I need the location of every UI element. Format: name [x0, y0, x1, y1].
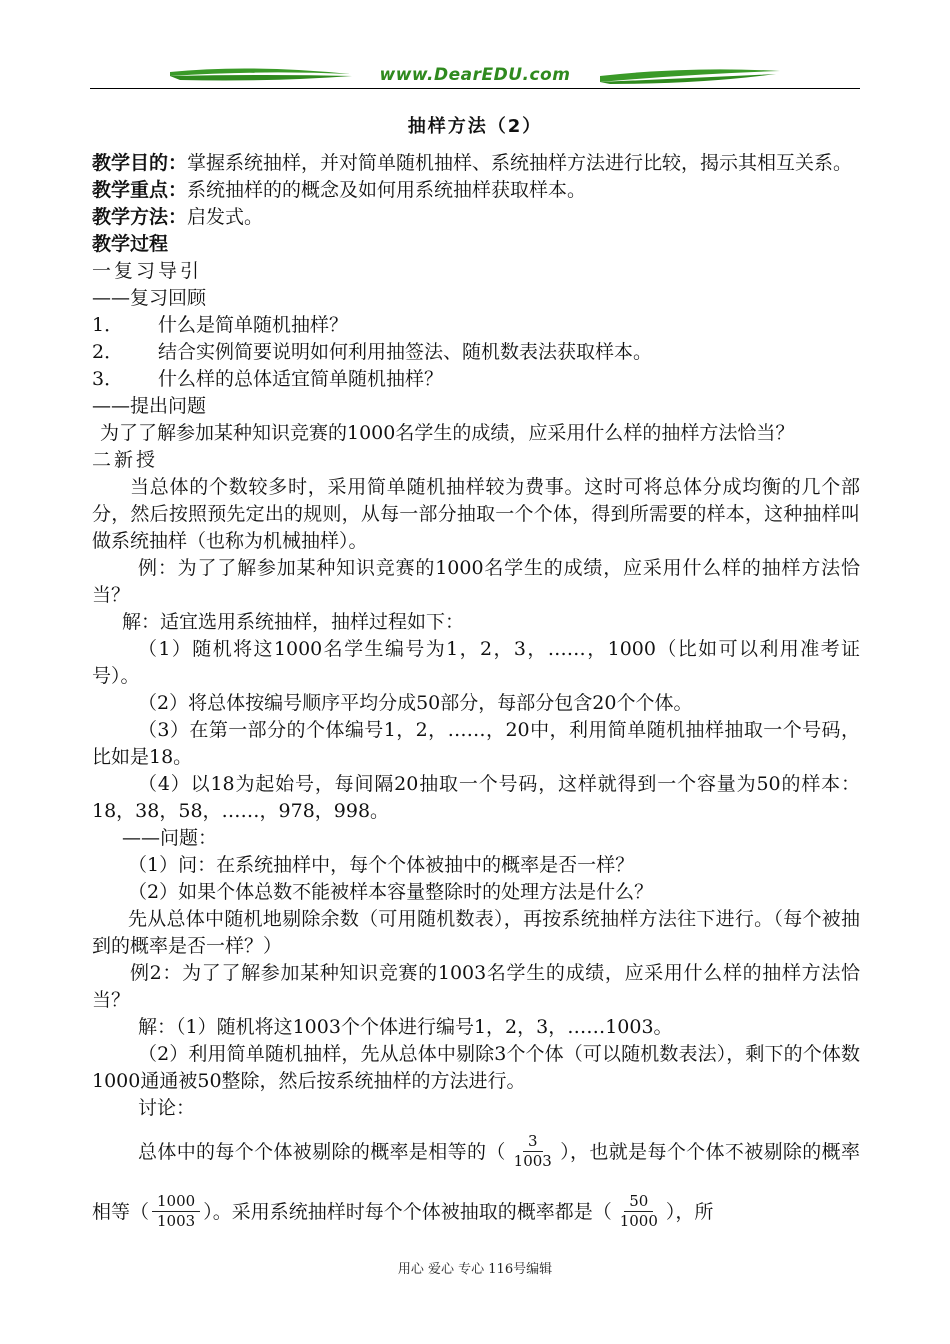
answer-paragraph: 先从总体中随机地剔除余数（可用随机数表），再按系统抽样方法往下进行。（每个被抽到的概率是否一样？）	[92, 908, 860, 957]
discussion-text: ），也就是每个个体不被剔除的概率相等（	[92, 1141, 860, 1223]
example2-step: （2）利用简单随机抽样，先从总体中剔除3个个体（可以随机数表法），剩下的个体数1000通通被50整除，然后按系统抽样的方法进行。	[92, 1043, 860, 1092]
discussion-text: ）。采用系统抽样时每个个体被抽取的概率都是（	[203, 1201, 612, 1223]
page-header	[90, 62, 860, 90]
question-number: 1．	[92, 314, 124, 336]
discussion-text: 总体中的每个个体被剔除的概率是相等的（	[138, 1141, 506, 1163]
fraction-denominator: 1003	[157, 1211, 196, 1230]
document-body	[92, 150, 860, 1242]
review-heading: ——复习回顾	[92, 287, 207, 309]
solution-step: （3）在第一部分的个体编号1，2，……，20中，利用简单随机抽样抽取一个号码，比如是18。	[92, 719, 860, 768]
page-footer: 用心 爱心 专心 116号编辑	[397, 1262, 553, 1277]
objectives-label: 教学目的：	[92, 152, 188, 174]
key-points-label: 教学重点：	[92, 179, 188, 201]
objectives-paragraph	[92, 150, 860, 177]
definition-paragraph: 当总体的个数较多时，采用简单随机抽样较为费事。这时可将总体分成均衡的几个部分，然后按照预先定出的规则，从每一部分抽取一个个体，得到所需要的样本，这种抽样叫做系统抽样（也称为机械抽样）。	[92, 476, 860, 552]
discussion-label: 讨论：	[138, 1097, 196, 1119]
problem-item: （1）问：在系统抽样中，每个个体被抽中的概率是否一样？	[128, 854, 635, 876]
fraction-50-over-1000	[615, 1193, 663, 1230]
method-label: 教学方法：	[92, 206, 188, 228]
method-text: 启发式。	[187, 206, 264, 228]
method-paragraph	[92, 204, 860, 231]
discussion-text: ），所	[665, 1201, 714, 1223]
example1-paragraph: 例：为了了解参加某种知识竞赛的1000名学生的成绩，应采用什么样的抽样方法恰当？	[92, 557, 860, 606]
example2-step: 解：（1）随机将这1003个个体进行编号1，2，3，……1003。	[138, 1016, 673, 1038]
raise-question-heading: ——提出问题	[92, 395, 207, 417]
review-question	[92, 366, 860, 393]
question-number: 3．	[92, 368, 124, 390]
problem-heading: ——问题：	[122, 827, 218, 849]
fraction-denominator: 1003	[513, 1151, 552, 1170]
fraction-numerator: 3	[523, 1133, 543, 1152]
problem-item: （2）如果个体总数不能被样本容量整除时的处理方法是什么？	[128, 881, 654, 903]
review-question	[92, 312, 860, 339]
header-rule	[90, 88, 860, 89]
fraction-numerator: 50	[624, 1193, 653, 1212]
question-text: 结合实例简要说明如何利用抽签法、随机数表法获取样本。	[158, 341, 653, 363]
section2-heading: 二新授	[92, 449, 159, 471]
example2-paragraph: 例2：为了了解参加某种知识竞赛的1003名学生的成绩，应采用什么样的抽样方法恰当？	[92, 962, 860, 1011]
objectives-text: 掌握系统抽样，并对简单随机抽样、系统抽样方法进行比较，揭示其相互关系。	[187, 152, 853, 174]
process-heading: 教学过程	[92, 233, 169, 255]
raise-question-text: 为了了解参加某种知识竞赛的1000名学生的成绩，应采用什么样的抽样方法恰当？	[100, 422, 795, 444]
discussion-paragraph	[92, 1122, 860, 1242]
question-text: 什么是简单随机抽样？	[158, 314, 349, 336]
review-question	[92, 339, 860, 366]
fraction-numerator: 1000	[152, 1193, 200, 1212]
fraction-denominator: 1000	[619, 1211, 658, 1230]
key-points-paragraph	[92, 177, 860, 204]
site-logo-text: www.DearEDU.com	[379, 65, 571, 85]
section1-heading: 一复习导引	[92, 260, 203, 282]
solution-intro: 解：适宜选用系统抽样，抽样过程如下：	[122, 611, 465, 633]
solution-step: （4）以18为起始号，每间隔20抽取一个号码，这样就得到一个容量为50的样本：18，38，58，……，978，998。	[92, 773, 860, 822]
key-points-text: 系统抽样的的概念及如何用系统抽样获取样本。	[187, 179, 587, 201]
fraction-3-over-1003	[509, 1133, 557, 1170]
fraction-1000-over-1003	[152, 1193, 200, 1230]
solution-step: （2）将总体按编号顺序平均分成50部分，每部分包含20个个体。	[138, 692, 693, 714]
solution-step: （1）随机将这1000名学生编号为1，2，3，……，1000（比如可以利用准考证号）。	[92, 638, 860, 687]
question-number: 2．	[92, 341, 124, 363]
page-title: 抽样方法（2）	[407, 116, 543, 137]
question-text: 什么样的总体适宜简单随机抽样？	[158, 368, 444, 390]
